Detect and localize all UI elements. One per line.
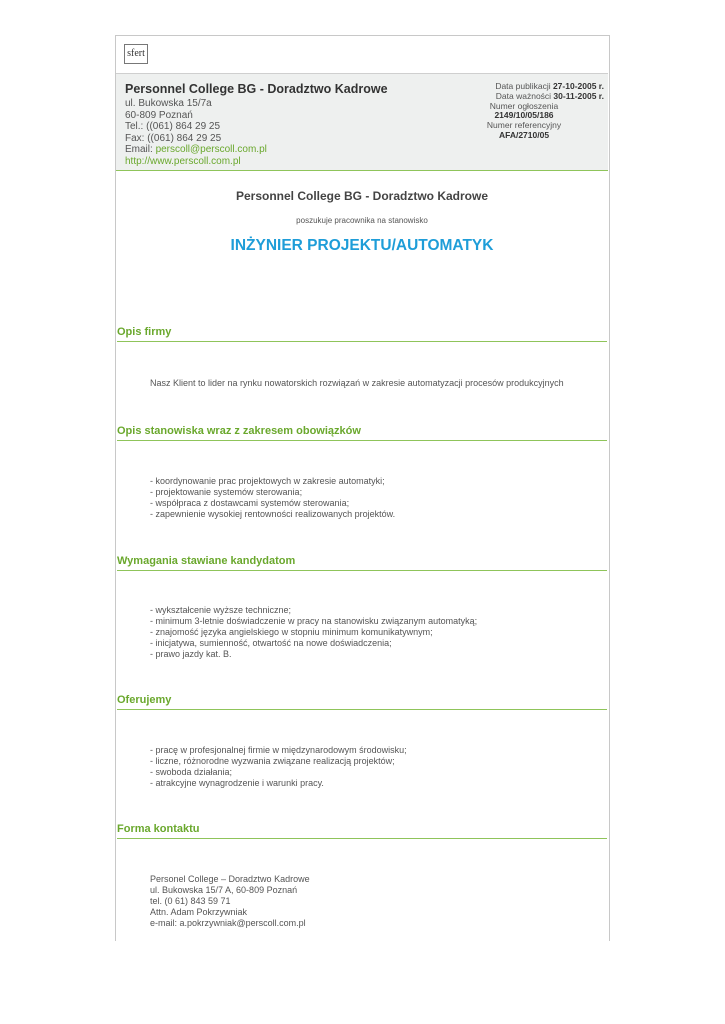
seeking-text: poszukuje pracownika na stanowisko: [296, 216, 428, 225]
contact-address: ul. Bukowska 15/7 A, 60-809 Poznań: [150, 884, 298, 895]
header-address: [125, 98, 267, 168]
validity-date-label: Data ważności: [495, 90, 554, 101]
list-item: - znajomość języka angielskiego w stopniu minimum komunikatywnym;: [150, 626, 433, 637]
reference-label: Numer referencyjny: [486, 120, 562, 131]
header-email-row: [125, 144, 267, 156]
position-title: INŻYNIER PROJEKTU/AUTOMATYK: [230, 237, 494, 254]
company-description-line: Nasz Klient to lider na rynku nowatorskich rozwiązań w zakresie automatyzacji procesów produkcyjnych: [150, 378, 564, 388]
header-email-link[interactable]: perscoll@perscoll.com.pl: [155, 144, 267, 156]
list-item: - wykształcenie wyższe techniczne;: [150, 605, 292, 615]
contact-phone: tel. (0 61) 843 59 71: [150, 895, 231, 906]
contact-details: [150, 874, 605, 929]
section-heading-company-description: Opis firmy: [117, 326, 607, 342]
header-box: [116, 73, 608, 171]
contact-person: Attn. Adam Pokrzywniak: [150, 906, 248, 917]
requirements-list: [150, 605, 605, 660]
header-company-name: Personnel College BG - Doradztwo Kadrowe: [125, 82, 388, 96]
list-item: - pracę w profesjonalnej firmie w międzynarodowym środowisku;: [150, 745, 407, 755]
list-item: - liczne, różnorodne wyzwania związane realizacją projektów;: [150, 755, 395, 766]
company-description-body: [150, 378, 605, 389]
ad-metadata: [444, 82, 604, 141]
list-item: - inicjatywa, sumienność, otwartość na nowe doświadczenia;: [150, 637, 392, 648]
section-heading-offer: Oferujemy: [117, 694, 607, 710]
section-heading-contact: Forma kontaktu: [117, 823, 607, 839]
ad-number-label: Numer ogłoszenia: [489, 100, 559, 111]
list-item: - koordynowanie prac projektowych w zakresie automatyki;: [150, 476, 385, 486]
list-item: - minimum 3-letnie doświadczenie w pracy na stanowisku związanym automatyką;: [150, 615, 478, 626]
list-item: - projektowanie systemów sterowania;: [150, 486, 303, 497]
publication-date: 27-10-2005 r.: [552, 81, 604, 91]
publication-date-label: Data publikacji: [495, 81, 553, 91]
header-fax: Fax: ((061) 864 29 25: [125, 132, 222, 144]
header-email-label: Email:: [125, 144, 156, 156]
company-logo: sfert: [124, 44, 148, 64]
section-heading-requirements: Wymagania stawiane kandydatom: [117, 555, 607, 571]
offer-list: [150, 745, 605, 789]
reference-number: [444, 131, 604, 141]
ad-number-value: 2149/10/05/186: [494, 110, 554, 121]
list-item: - prawo jazdy kat. B.: [150, 648, 232, 659]
employer-title: Personnel College BG - Doradztwo Kadrowe: [235, 189, 489, 203]
validity-date: 30-11-2005 r.: [553, 90, 604, 101]
list-item: - atrakcyjne wynagrodzenie i warunki pracy.: [150, 777, 324, 788]
list-item: - zapewnienie wysokiej rentowności realizowanych projektów.: [150, 508, 396, 519]
header-street: ul. Bukowska 15/7a: [125, 98, 212, 109]
list-item: - współpraca z dostawcami systemów sterowania;: [150, 497, 350, 508]
contact-company: Personel College – Doradztwo Kadrowe: [150, 874, 310, 884]
reference-number-value: AFA/2710/05: [498, 129, 550, 140]
contact-email[interactable]: e-mail: a.pokrzywniak@perscoll.com.pl: [150, 917, 306, 928]
header-city: 60-809 Poznań: [125, 109, 193, 121]
header-tel: Tel.: ((061) 864 29 25: [125, 121, 221, 133]
header-website-link[interactable]: http://www.perscoll.com.pl: [125, 155, 241, 167]
list-item: - swoboda działania;: [150, 766, 233, 777]
duties-list: [150, 476, 605, 520]
section-heading-duties: Opis stanowiska wraz z zakresem obowiązków: [117, 425, 607, 441]
